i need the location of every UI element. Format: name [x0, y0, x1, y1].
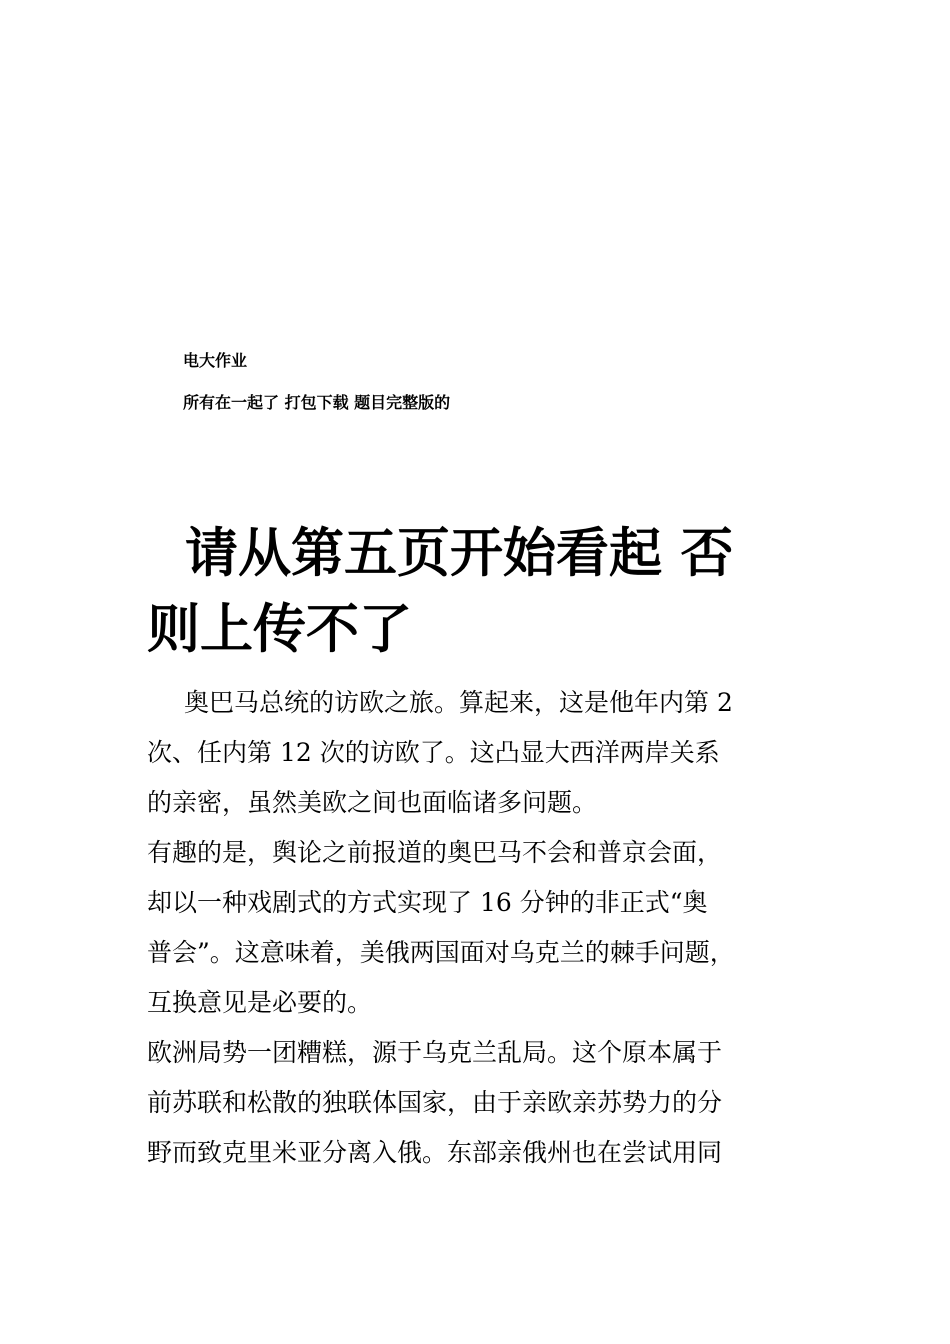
- body-paragraphs: [147, 678, 827, 1178]
- body-line: 的亲密，虽然美欧之间也面临诸多问题。: [147, 788, 598, 817]
- body-line: 普会”。这意味着，美俄两国面对乌克兰的棘手问题，: [147, 938, 735, 967]
- body-line: 却以一种戏剧式的方式实现了 16 分钟的非正式“奥: [147, 888, 708, 917]
- body-line: 互换意见是必要的。: [147, 988, 373, 1017]
- title-line-2: 则上传不了: [147, 598, 412, 660]
- body-line: 野而致克里米亚分离入俄。东部亲俄州也在尝试用同: [147, 1138, 723, 1167]
- body-line: 次、任内第 12 次的访欧了。这凸显大西洋两岸关系: [147, 738, 720, 767]
- body-line: 前苏联和松散的独联体国家，由于亲欧亲苏势力的分: [147, 1088, 723, 1117]
- body-line: 欧洲局势一团糟糕，源于乌克兰乱局。这个原本属于: [147, 1038, 723, 1067]
- title-line-1: 请从第五页开始看起 否: [185, 522, 734, 584]
- header-line-1: 电大作业: [183, 351, 248, 370]
- body-line: 有趣的是，舆论之前报道的奥巴马不会和普京会面，: [147, 838, 723, 867]
- header-line-2: 所有在一起了 打包下载 题目完整版的: [183, 393, 451, 412]
- body-line: 奥巴马总统的访欧之旅。算起来，这是他年内第 2: [184, 688, 733, 717]
- page-title: [147, 515, 807, 667]
